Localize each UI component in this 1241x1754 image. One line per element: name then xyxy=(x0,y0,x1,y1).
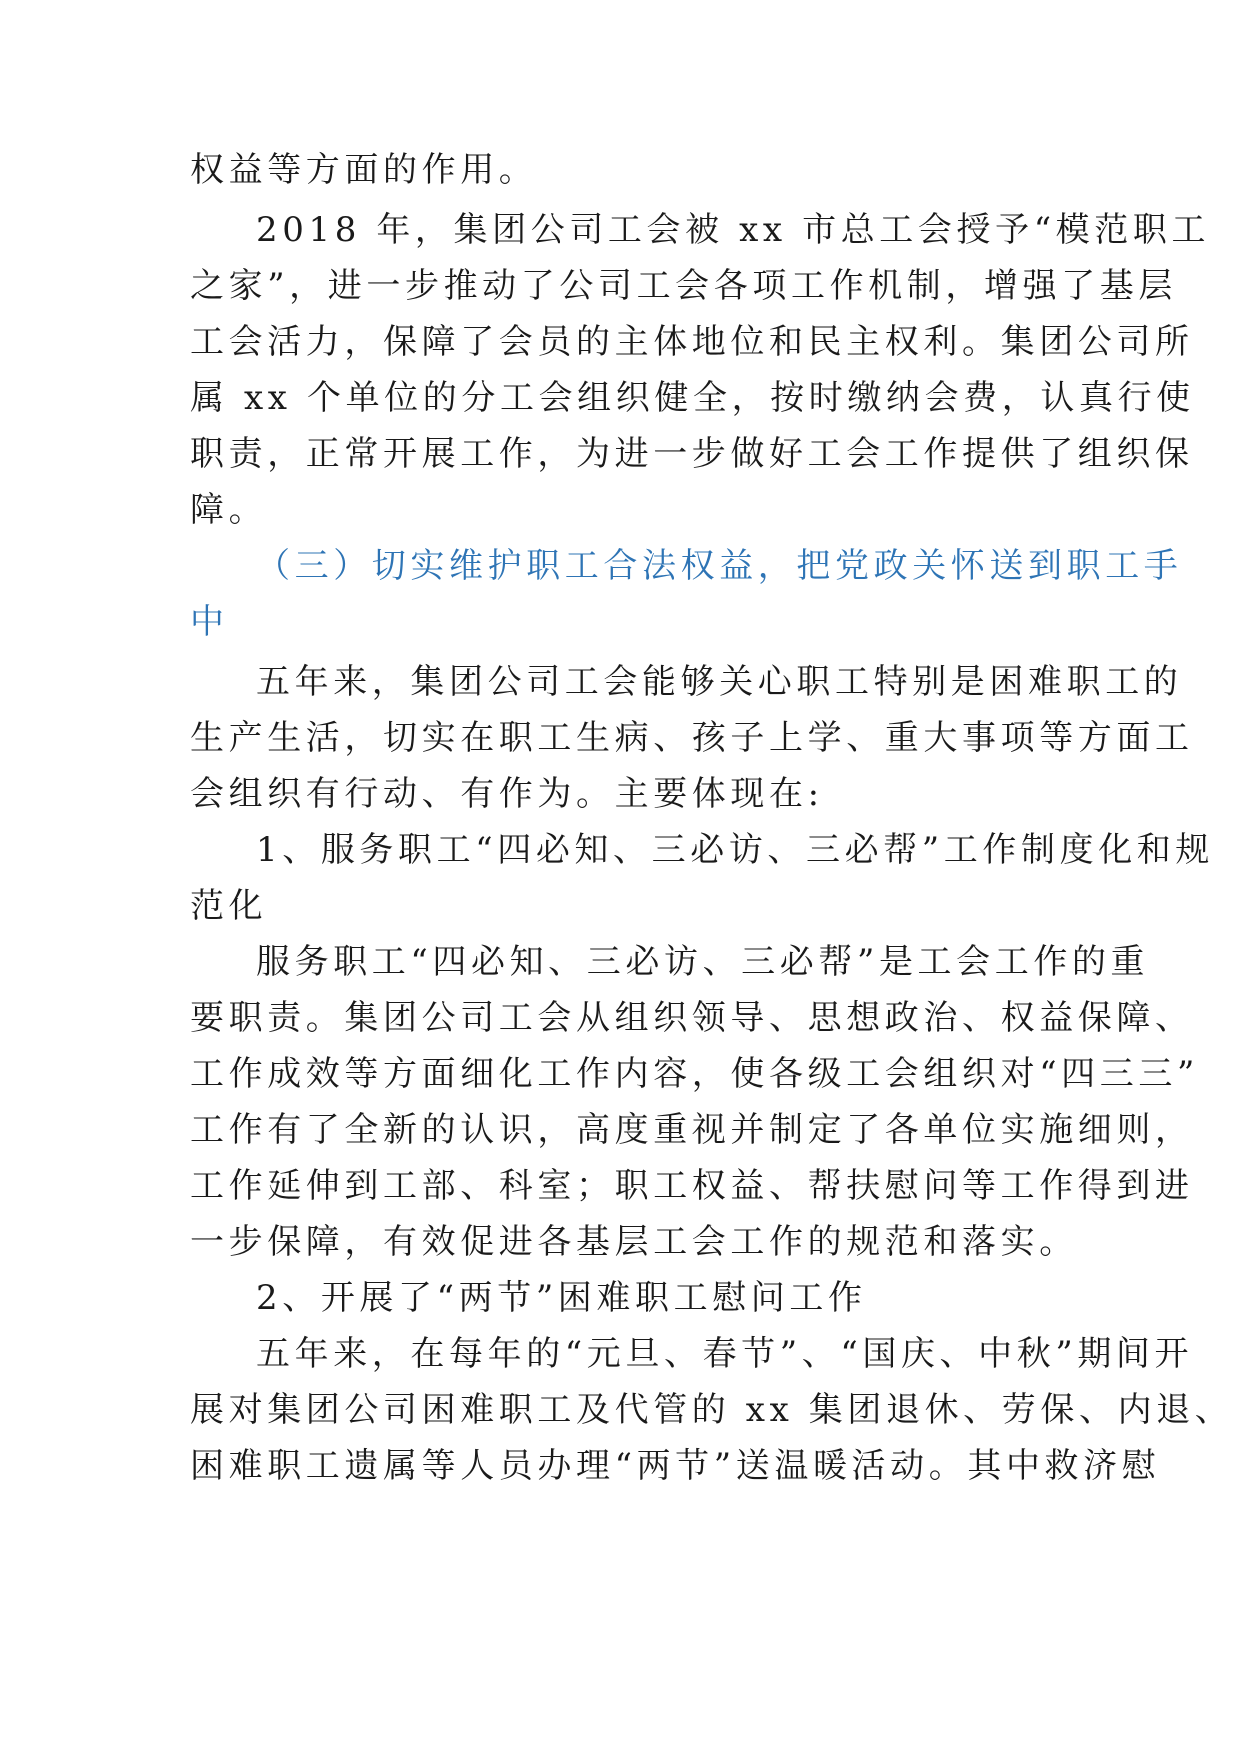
text-line: 属 xx 个单位的分工会组织健全，按时缴纳会费，认真行使 xyxy=(190,378,1195,418)
text-line: 障。 xyxy=(190,490,268,530)
section-heading: 中 xyxy=(190,602,229,642)
text-line: 权益等方面的作用。 xyxy=(190,150,538,190)
text-line: 之家”，进一步推动了公司工会各项工作机制，增强了基层 xyxy=(190,266,1177,306)
list-item-heading: 范化 xyxy=(190,886,268,926)
text-line: 会组织有行动、有作为。主要体现在: xyxy=(190,774,824,814)
text-line: 困难职工遗属等人员办理“两节”送温暖活动。其中救济慰 xyxy=(190,1446,1161,1486)
text-line: 工作延伸到工部、科室；职工权益、帮扶慰问等工作得到进 xyxy=(190,1166,1194,1206)
text-line: 五年来，集团公司工会能够关心职工特别是困难职工的 xyxy=(256,662,1183,702)
text-line: 一步保障，有效促进各基层工会工作的规范和落实。 xyxy=(190,1222,1078,1262)
section-heading: （三）切实维护职工合法权益，把党政关怀送到职工手 xyxy=(256,546,1183,586)
text-line: 工作成效等方面细化工作内容，使各级工会组织对“四三三” xyxy=(190,1054,1199,1094)
text-line: 工会活力，保障了会员的主体地位和民主权利。集团公司所 xyxy=(190,322,1194,362)
list-item-heading: 1、服务职工“四必知、三必访、三必帮”工作制度化和规 xyxy=(256,830,1214,870)
list-item-heading: 2、开展了“两节”困难职工慰问工作 xyxy=(256,1278,867,1318)
text-line: 职责，正常开展工作，为进一步做好工会工作提供了组织保 xyxy=(190,434,1194,474)
text-line: 生产生活，切实在职工生病、孩子上学、重大事项等方面工 xyxy=(190,718,1194,758)
text-line: 要职责。集团公司工会从组织领导、思想政治、权益保障、 xyxy=(190,998,1194,1038)
text-line: 2018 年，集团公司工会被 xx 市总工会授予“模范职工 xyxy=(256,210,1211,250)
text-line: 工作有了全新的认识，高度重视并制定了各单位实施细则， xyxy=(190,1110,1194,1150)
text-line: 服务职工“四必知、三必访、三必帮”是工会工作的重 xyxy=(256,942,1150,982)
text-line: 展对集团公司困难职工及代管的 xx 集团退休、劳保、内退、 xyxy=(190,1390,1234,1430)
text-line: 五年来，在每年的“元旦、春节”、“国庆、中秋”期间开 xyxy=(256,1334,1194,1374)
